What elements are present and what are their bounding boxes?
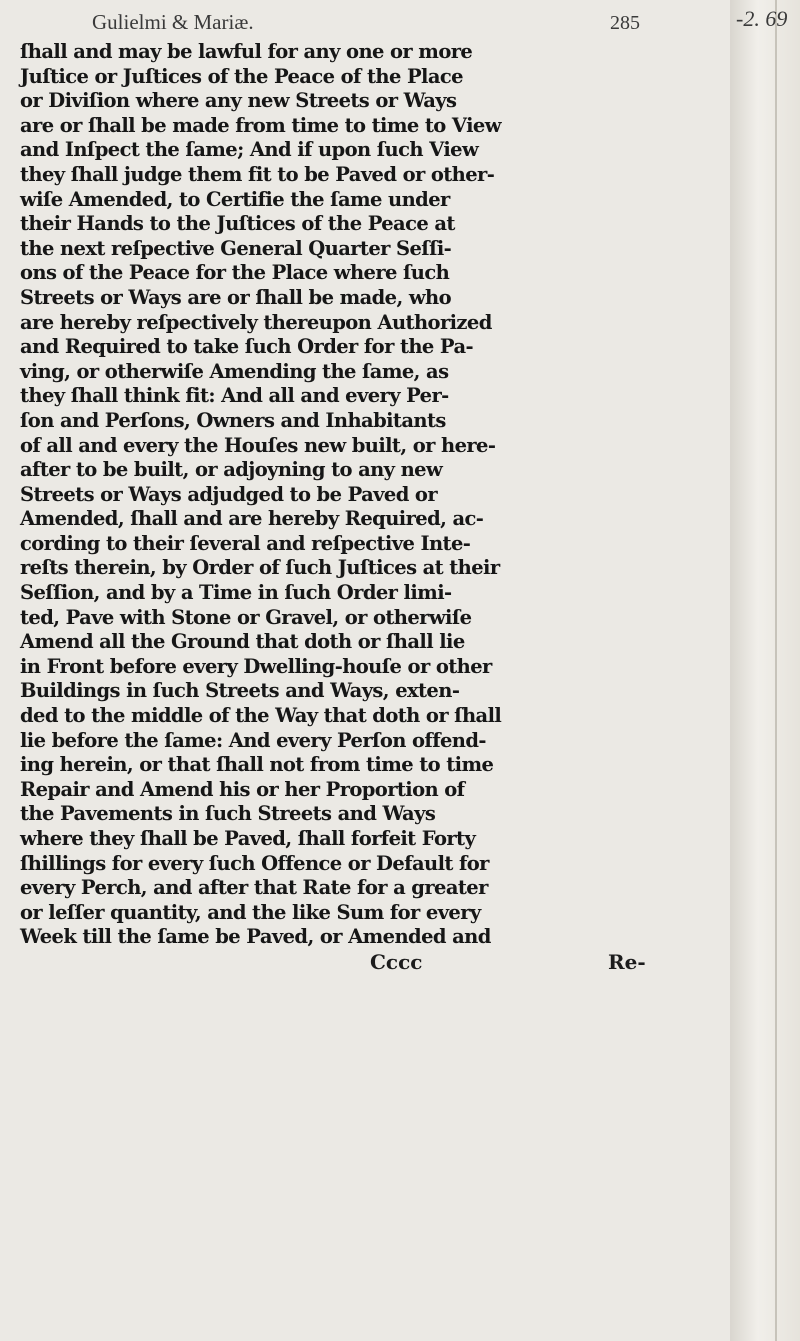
running-head bbox=[10, 10, 725, 40]
text-line: ted, Pave with Stone or Gravel, or otherwiſe bbox=[20, 605, 472, 629]
text-line: and Required to take ſuch Order for the Pa- bbox=[20, 335, 473, 359]
text-line: in Front before every Dwelling-houſe or other bbox=[20, 654, 492, 678]
text-line: the next reſpective General Quarter Seſſi- bbox=[20, 236, 452, 260]
text-line: every Perch, and after that Rate for a greater bbox=[20, 876, 488, 900]
text-line: reſts therein, by Order of ſuch Juſtices at their bbox=[20, 556, 500, 580]
margin-note: -2. 69 bbox=[736, 6, 788, 31]
text-line: ving, or otherwiſe Amending the ſame, as bbox=[20, 359, 449, 383]
text-line: are or ſhall be made from time to time to View bbox=[20, 113, 501, 137]
text-line: of all and every the Houſes new built, or here- bbox=[20, 433, 496, 457]
text-line: their Hands to the Juſtices of the Peace at bbox=[20, 212, 455, 236]
signature-mark: Cccc bbox=[370, 949, 423, 974]
page-number: 285 bbox=[610, 12, 640, 34]
text-line: Streets or Ways adjudged to be Paved or bbox=[20, 482, 438, 506]
text-line: Week till the ſame be Paved, or Amended and bbox=[20, 925, 491, 949]
running-title: Gulielmi & Mariæ. bbox=[92, 10, 254, 34]
text-line: ons of the Peace for the Place where ſuch bbox=[20, 261, 450, 285]
text-line: Amended, ſhall and are hereby Required, ac- bbox=[20, 507, 484, 531]
text-line: wiſe Amended, to Certifie the ſame under bbox=[20, 187, 450, 211]
text-line: Seſſion, and by a Time in ſuch Order limi- bbox=[20, 581, 452, 605]
text-line: or Diviſion where any new Streets or Ways bbox=[20, 89, 457, 113]
catchword: Re- bbox=[608, 949, 646, 974]
adjacent-page-edge bbox=[730, 0, 800, 1341]
text-line: Buildings in ſuch Streets and Ways, exten- bbox=[20, 679, 460, 703]
text-line: ded to the middle of the Way that doth or ſhall bbox=[20, 704, 502, 728]
text-line: Repair and Amend his or her Proportion of bbox=[20, 777, 465, 801]
text-line: Streets or Ways are or ſhall be made, who bbox=[20, 285, 452, 309]
text-line: cording to their ſeveral and reſpective Inte- bbox=[20, 531, 471, 555]
text-line: after to be built, or adjoyning to any new bbox=[20, 458, 443, 482]
text-line: are hereby reſpectively thereupon Authorized bbox=[20, 310, 492, 334]
text-line: they ſhall think fit: And all and every Per- bbox=[20, 384, 449, 408]
text-line: ſhall and may be lawful for any one or more bbox=[20, 40, 473, 63]
text-line: they ſhall judge them fit to be Paved or other- bbox=[20, 162, 495, 186]
page-edge-line bbox=[775, 0, 777, 1341]
text-line: Juſtice or Juſtices of the Peace of the Place bbox=[20, 64, 463, 88]
text-line: or leſſer quantity, and the like Sum for every bbox=[20, 900, 481, 924]
body-text bbox=[10, 40, 725, 950]
text-line: lie before the ſame: And every Perſon offend- bbox=[20, 728, 486, 752]
page-footer bbox=[10, 950, 725, 980]
text-line: and Inſpect the ſame; And if upon ſuch View bbox=[20, 138, 479, 162]
text-column bbox=[10, 10, 725, 980]
text-line: the Pavements in ſuch Streets and Ways bbox=[20, 802, 436, 826]
text-line: ſon and Perſons, Owners and Inhabitants bbox=[20, 408, 446, 432]
text-line: ſhillings for every ſuch Offence or Default for bbox=[20, 851, 489, 875]
text-line: ing herein, or that ſhall not from time to time bbox=[20, 753, 494, 777]
text-line: Amend all the Ground that doth or ſhall lie bbox=[20, 630, 465, 654]
text-line: where they ſhall be Paved, ſhall forfeit Forty bbox=[20, 827, 476, 850]
